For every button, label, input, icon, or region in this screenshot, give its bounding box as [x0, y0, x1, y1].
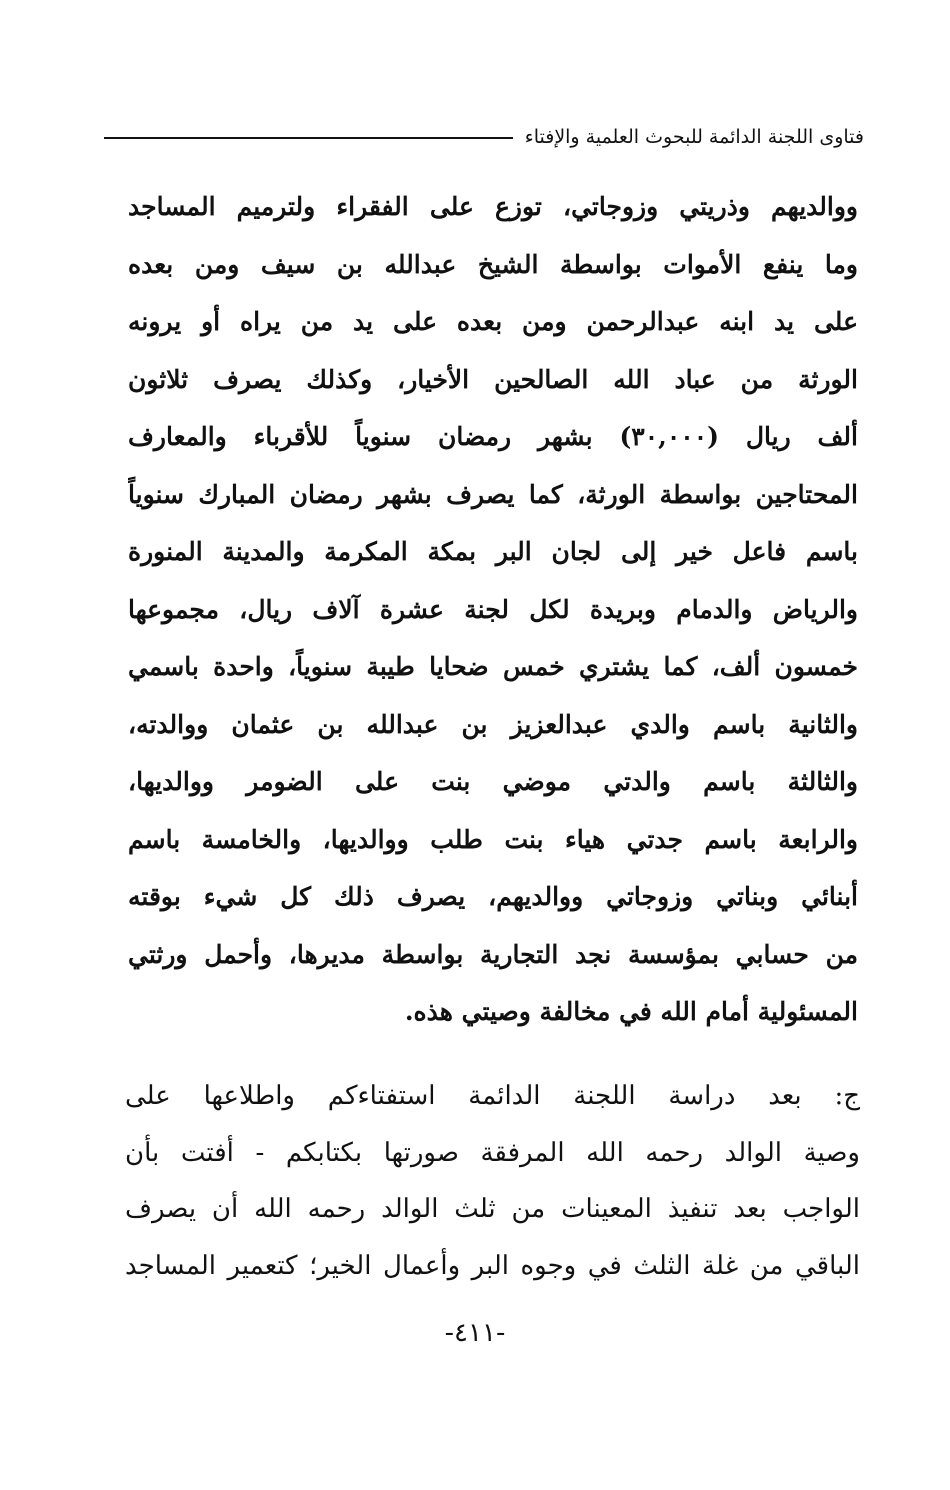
- text-line: أبنائي وبناتي وزوجاتي ووالديهم، يصرف ذلك كل شيء بوقته: [128, 882, 858, 911]
- header-title: فتاوى اللجنة الدائمة للبحوث العلمية والإفتاء: [524, 126, 864, 148]
- text-line: والرابعة باسم جدتي هياء بنت طلب ووالديها، والخامسة باسم: [128, 824, 858, 854]
- text-line: والثانية باسم والدي عبدالعزيز بن عبدالله بن عثمان ووالدته،: [128, 709, 858, 739]
- question-text: [128, 178, 858, 1041]
- text-line: من حسابي بمؤسسة نجد التجارية بواسطة مديرها، وأحمل ورثتي: [128, 939, 858, 969]
- text-line: باسم فاعل خير إلى لجان البر بمكة المكرمة والمدينة المنورة: [128, 537, 858, 566]
- text-line: على يد ابنه عبدالرحمن ومن بعده على يد من يراه أو يرونه: [128, 307, 858, 336]
- text-line: الورثة من عباد الله الصالحين الأخيار، وكذلك يصرف ثلاثون: [128, 364, 858, 394]
- running-header: [104, 108, 864, 148]
- text-line: والثالثة باسم والدتي موضي بنت على الضومر ووالديها،: [128, 767, 858, 796]
- answer-line: الواجب بعد تنفيذ المعينات من ثلث الوالد رحمه الله أن يصرف: [125, 1194, 860, 1224]
- header-rule: [104, 137, 513, 139]
- page-number: -٤١١-: [444, 1318, 506, 1348]
- text-line: ووالديهم وذريتي وزوجاتي، توزع على الفقراء ولترميم المساجد: [128, 192, 858, 221]
- text-line: المحتاجين بواسطة الورثة، كما يصرف بشهر رمضان المبارك سنوياً: [128, 479, 858, 509]
- text-line: خمسون ألف، كما يشتري خمس ضحايا طيبة سنوياً، واحدة باسمي: [128, 652, 858, 681]
- answer-line: ج: بعد دراسة اللجنة الدائمة استفتاءكم واطلاعها على: [125, 1081, 860, 1111]
- answer-line: وصية الوالد رحمه الله المرفقة صورتها بكتابكم - أفتت بأن: [125, 1137, 860, 1168]
- text-line: المسئولية أمام الله في مخالفة وصيتي هذه.: [404, 997, 858, 1026]
- answer-text: [125, 1068, 860, 1294]
- text-line: والرياض والدمام وبريدة لكل لجنة عشرة آلاف ريال، مجموعها: [128, 594, 858, 624]
- text-line: وما ينفع الأموات بواسطة الشيخ عبدالله بن سيف ومن بعده: [128, 249, 858, 279]
- text-line: ألف ريال (٣٠,٠٠٠) بشهر رمضان سنوياً للأقرباء والمعارف: [128, 422, 858, 451]
- answer-line: الباقي من غلة الثلث في وجوه البر وأعمال الخير؛ كتعمير المساجد: [125, 1250, 860, 1281]
